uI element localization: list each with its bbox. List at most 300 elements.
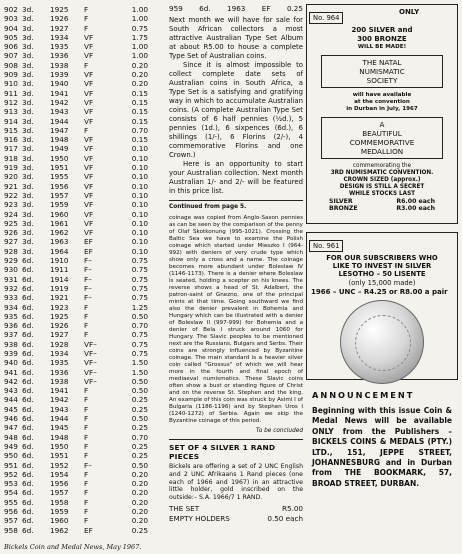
price-list-row: [4, 405, 164, 414]
grade: F: [84, 5, 89, 14]
set-price-line: THE SET R5.00: [169, 503, 303, 513]
price-list-row: [4, 470, 164, 479]
lot-number: 926: [4, 228, 18, 238]
price-list-row: [4, 200, 164, 209]
year: 1950: [50, 153, 69, 163]
price: 0.10: [131, 153, 148, 163]
price: 0.75: [131, 256, 148, 266]
lot-number: 958: [4, 525, 18, 535]
divider: [169, 439, 303, 440]
denomination: 3d.: [22, 218, 34, 228]
denomination: 3d.: [22, 135, 34, 145]
denomination: 6d.: [22, 414, 34, 424]
denomination: 6d.: [22, 432, 34, 442]
year: 1959: [50, 507, 69, 517]
lot-number: 924: [4, 209, 18, 219]
rand-set-title: SET OF 4 SILVER 1 RAND PIECES: [169, 443, 276, 461]
lot-number: 905: [4, 32, 18, 42]
year: 1954: [50, 469, 69, 479]
article-continued: [169, 204, 303, 435]
grade: EF: [84, 525, 93, 535]
denomination: 6d.: [22, 367, 34, 377]
price-list-row: [4, 126, 164, 135]
lot-number: 920: [4, 172, 18, 182]
lot-number: 903: [4, 14, 18, 24]
denomination: 3d.: [22, 190, 34, 200]
price-list-row: [4, 237, 164, 246]
grade: VF: [84, 135, 94, 145]
lot-number: 955: [4, 497, 18, 507]
lot-number: 921: [4, 181, 18, 191]
price-list-row: [4, 182, 164, 191]
price: 1.00: [131, 14, 148, 24]
denomination: 6d.: [22, 488, 34, 498]
year: 1911: [50, 265, 69, 275]
only-label: ONLY: [399, 8, 420, 16]
medallion-box: A BEAUTIFUL COMMEMORATIVE MEDALLION: [321, 117, 443, 159]
denomination: 6d.: [22, 302, 34, 312]
year: 1926: [50, 14, 69, 24]
price-list-row: [4, 377, 164, 386]
year: 1951: [50, 163, 69, 173]
price: 1.50: [131, 358, 148, 368]
price: 0.50: [131, 386, 148, 396]
denomination: 6d.: [22, 469, 34, 479]
price: 0.25: [131, 525, 148, 535]
grade: VF: [84, 153, 94, 163]
price-list-row: [4, 33, 164, 42]
price: 0.75: [131, 283, 148, 293]
lot-number: 956: [4, 507, 18, 517]
rand-set-text: Bickels are offering a set of 2 UNC English and 2 UNC Afrikaans 1 Rand pieces (one each of 1966 and 1967) in an attractive little holder, gold inscribed on the outside:– S.A. 1966/7 1 RAND.: [169, 463, 303, 502]
denomination: 6d.: [22, 283, 34, 293]
grade: VF: [84, 32, 94, 42]
price: 1.00: [131, 5, 148, 14]
denomination: 3d.: [22, 5, 34, 14]
grade: F–: [84, 265, 92, 275]
grade: VF: [84, 88, 94, 98]
grade: F: [84, 423, 89, 433]
denomination: 6d.: [22, 497, 34, 507]
price: 0.25: [131, 395, 148, 405]
article-text: coinage was copied from Anglo-Saxon pennies as can be seen by the comparison of the penny of Olaf Skotkonung (995-1021). Crossing the Baltic Sea we have to examine the Polish coinage which started under Mieszko I (964-992) with deniers of very crude type which show only a cross and a name. The coinage becomes more abundant under Boleslaw IV (1146-1173). There is a denier where Boleslaw is seated, holding a scepter on his knees. The reverse shows a head of St. Adalbert, the patron-saint of Gnezno, one of the principal mints at that time. Going southward we find also the denier prevalent in Bohemia and Hungary which can be illustrated with a denier of Boleslaw II (997-999) for Bohemia and a denier of Bela I struck around 1060 for Hungary. The Slavic peoples to be mentioned next are the Russians, Bulgars and Serbs. Their coins are strongly influenced by Byzantine coinage. The main standard is a heavier silver coin called "Grossus" of which we will hear more in the fourth and final epoch of mediaeval numismatics. These Slavic coins often show a bust or standing figure of Christ and on the reverse St. Stephen and the king. An example of this coin was struck by Asimi I of Bulgaria (1186-1196) and by Stephen Uros I (1240-1272) of Serbia. Again we skip the Byzantine coinage of this period.: [169, 215, 303, 424]
grade: F: [84, 488, 89, 498]
to-be-concluded-note: To be concluded: [255, 428, 303, 434]
price: 0.75: [131, 339, 148, 349]
denomination: 6d.: [22, 451, 34, 461]
grade: F: [84, 386, 89, 396]
year: 1943: [50, 107, 69, 117]
year: 1960: [50, 209, 69, 219]
grade: F: [84, 516, 89, 526]
year: 1955: [50, 172, 69, 182]
year: 1951: [50, 451, 69, 461]
price-list-row: [4, 265, 164, 274]
year: 1942: [50, 395, 69, 405]
year: 1941: [50, 386, 69, 396]
lesotho-coin-image: [340, 300, 424, 384]
price-list-row: [4, 51, 164, 60]
year: 1934: [50, 32, 69, 42]
price-list-row: [4, 275, 164, 284]
price: 0.75: [131, 348, 148, 358]
price-list-row: [4, 395, 164, 404]
price: 0.10: [131, 218, 148, 228]
price-list-row: [4, 14, 164, 23]
denomination: 3d.: [22, 116, 34, 126]
year: 1948: [50, 135, 69, 145]
price-list-row: [4, 423, 164, 432]
lot-number: 938: [4, 339, 18, 349]
grade: F: [84, 311, 89, 321]
grade: VF: [84, 163, 94, 173]
denomination: 3d.: [22, 51, 34, 61]
price: 0.25: [131, 441, 148, 451]
price: 0.20: [131, 497, 148, 507]
lot-number: 912: [4, 97, 18, 107]
grade: VF: [84, 200, 94, 210]
grade: VF: [84, 190, 94, 200]
lot-number: 907: [4, 51, 18, 61]
grade: F: [84, 404, 89, 414]
page-footer: Bickels Coin and Medal News, May 1967.: [4, 543, 142, 551]
denomination: 3d.: [22, 32, 34, 42]
denomination: 3d.: [22, 14, 34, 24]
denomination: 6d.: [22, 516, 34, 526]
year: 1944: [50, 116, 69, 126]
price: 0.50: [131, 376, 148, 386]
year: 1949: [50, 144, 69, 154]
price-list-row: [4, 303, 164, 312]
year: 1926: [50, 321, 69, 331]
lesotho-advert: No. 961 FOR OUR SUBSCRIBERS WHO LIKE TO INVEST IN SILVER LESOTHO – 50 LISENTE (only 15,000 made) 1966 – UNC – R4.25 or R8.00 a pair: [306, 232, 458, 380]
lot-number: 942: [4, 376, 18, 386]
price-list-row: [4, 89, 164, 98]
denomination: 6d.: [22, 507, 34, 517]
price: 1.00: [131, 42, 148, 52]
price: 0.75: [131, 265, 148, 275]
price-list-row: [4, 5, 164, 14]
year: 1960: [50, 516, 69, 526]
grade: F: [84, 451, 89, 461]
price: 1.25: [131, 302, 148, 312]
price: 0.20: [131, 70, 148, 80]
price: 0.10: [131, 181, 148, 191]
denomination: 6d.: [22, 348, 34, 358]
grade: F: [84, 330, 89, 340]
lot-number: 954: [4, 488, 18, 498]
grade: VF: [84, 209, 94, 219]
price: 0.75: [131, 330, 148, 340]
year: 1936: [50, 51, 69, 61]
denomination: 3d.: [22, 79, 34, 89]
price-list-row: [4, 284, 164, 293]
australian-type-set-para-1: Next month we will have for sale for South African collectors a most attractive Australian Type Set Album at about R5.00 to house a complete Type Set of Australian coins.: [169, 16, 303, 60]
price-list-row: [4, 256, 164, 265]
middle-column: [169, 4, 303, 523]
lot-number: 929: [4, 256, 18, 266]
price: 0.10: [131, 200, 148, 210]
price: 0.75: [131, 293, 148, 303]
lot-number: 930: [4, 265, 18, 275]
denomination: 6d.: [22, 386, 34, 396]
price-list-row: [4, 349, 164, 358]
price-list-row: [4, 414, 164, 423]
grade: F: [84, 469, 89, 479]
denomination: 6d.: [22, 293, 34, 303]
divider: [169, 200, 303, 201]
year: 1936: [50, 367, 69, 377]
price: 0.10: [131, 172, 148, 182]
year: 1935: [50, 42, 69, 52]
price: 0.25: [131, 423, 148, 433]
price-list-row: [4, 461, 164, 470]
grade: VF–: [84, 348, 97, 358]
grade: VF: [84, 79, 94, 89]
price-list-row: [4, 61, 164, 70]
right-column: [306, 4, 458, 489]
price-list-row: [4, 451, 164, 460]
denomination: 3d.: [22, 246, 34, 256]
year: 1943: [50, 404, 69, 414]
lot-number-961: No. 961: [309, 240, 343, 252]
price-list-row: [4, 154, 164, 163]
denomination: 6d.: [22, 460, 34, 470]
lot-number: 909: [4, 70, 18, 80]
price-list-row: [4, 358, 164, 367]
australian-type-set-para-3: Here is an opportunity to start your Australian collection. Next month Australian 1/- and 2/- will be featured in this price list.: [169, 160, 303, 195]
price: 0.50: [131, 460, 148, 470]
price: 0.75: [131, 23, 148, 33]
year: 1950: [50, 441, 69, 451]
grade: VF: [84, 144, 94, 154]
grade: F–: [84, 293, 92, 303]
lot-number: 932: [4, 283, 18, 293]
lot-number: 917: [4, 144, 18, 154]
price: 0.70: [131, 321, 148, 331]
denomination: 3d.: [22, 153, 34, 163]
grade: VF: [84, 97, 94, 107]
grade: VF: [84, 218, 94, 228]
lot-number: 946: [4, 414, 18, 424]
lot-number: 906: [4, 42, 18, 52]
price: 0.20: [131, 469, 148, 479]
year: 1939: [50, 70, 69, 80]
year: 1956: [50, 181, 69, 191]
lot-number: 940: [4, 358, 18, 368]
year: 1957: [50, 190, 69, 200]
grade: F: [84, 479, 89, 489]
silver-price: SILVER R6.00 each: [329, 198, 435, 205]
price-list-row: [4, 507, 164, 516]
price: 0.10: [131, 237, 148, 247]
price: 0.10: [131, 163, 148, 173]
denomination: 6d.: [22, 395, 34, 405]
year: 1959: [50, 200, 69, 210]
lot-number: 914: [4, 116, 18, 126]
grade: VF: [84, 51, 94, 61]
lot-number: 928: [4, 246, 18, 256]
grade: F: [84, 23, 89, 33]
price-list-row: [4, 330, 164, 339]
year: 1957: [50, 488, 69, 498]
announcement-text: Beginning with this issue Coin & Medal News will be available ONLY from the Publishers – BICKELS COINS & MEDALS (PTY.) LTD., 151, JEPPE STREET, JOHANNESBURG and in Durban from THE BOOKMARK, 57, BROAD STREET, DURBAN.: [312, 406, 452, 488]
grade: VF: [84, 172, 94, 182]
price-list-row: [4, 293, 164, 302]
grade: VF–: [84, 358, 97, 368]
holders-price-line: EMPTY HOLDERS 0.50 each: [169, 513, 303, 523]
price: 0.15: [131, 135, 148, 145]
price: 0.25: [131, 451, 148, 461]
lot-number: 957: [4, 516, 18, 526]
lot-number: 902: [4, 5, 18, 14]
lot-number: 945: [4, 404, 18, 414]
grade: VF: [84, 181, 94, 191]
lot-number: 944: [4, 395, 18, 405]
price-list-row: [4, 107, 164, 116]
price: 1.50: [131, 367, 148, 377]
price: 0.50: [131, 311, 148, 321]
year: 1914: [50, 274, 69, 284]
price: 0.20: [131, 60, 148, 70]
price: 0.20: [131, 479, 148, 489]
price: 0.20: [131, 79, 148, 89]
year: 1925: [50, 5, 69, 14]
year: 1940: [50, 79, 69, 89]
year: 1945: [50, 423, 69, 433]
grade: VF: [84, 42, 94, 52]
denomination: 6d.: [22, 376, 34, 386]
announcement: [306, 390, 458, 489]
price: 0.25: [131, 404, 148, 414]
lot-number: 948: [4, 432, 18, 442]
year: 1963: [50, 237, 69, 247]
lot-number: 950: [4, 451, 18, 461]
price-list-row: [4, 172, 164, 181]
grade: VF–: [84, 339, 97, 349]
grade: EF: [84, 246, 93, 256]
medallion-advert: No. 964 ONLY 200 SILVER and 300 BRONZE WILL BE MADE! THE NATAL NUMISMATIC SOCIETY will have available at the convention in Durban in July, 1967 A BEAUTIFUL COMMEMORATIVE MEDALLION commemorating the 3RD NUMISMATIC CONVENTION. CROWN SIZED (approx.) DESIGN IS STILL A SECRET WHILE STOCKS LAST SILVER R6.00 each BRONZE R3.00 each: [306, 4, 458, 224]
denomination: 6d.: [22, 441, 34, 451]
year: 1934: [50, 348, 69, 358]
year: 1941: [50, 88, 69, 98]
price: 0.15: [131, 88, 148, 98]
denomination: 3d.: [22, 23, 34, 33]
denomination: 3d.: [22, 144, 34, 154]
grade: F: [84, 507, 89, 517]
lot-number: 953: [4, 479, 18, 489]
price: 0.10: [131, 228, 148, 238]
year: 1935: [50, 358, 69, 368]
grade: F: [84, 321, 89, 331]
bronze-price: BRONZE R3.00 each: [329, 205, 435, 212]
price: 0.20: [131, 488, 148, 498]
year: 1919: [50, 283, 69, 293]
lot-number: 911: [4, 88, 18, 98]
price-list-row: [4, 219, 164, 228]
price: 1.75: [131, 32, 148, 42]
grade: VF–: [84, 376, 97, 386]
denomination: 3d.: [22, 163, 34, 173]
price: 1.00: [131, 51, 148, 61]
grade: F: [84, 414, 89, 424]
lot-number: 913: [4, 107, 18, 117]
lot-number-964: No. 964: [309, 12, 343, 24]
lot-number: 947: [4, 423, 18, 433]
price-list-row: [4, 526, 164, 535]
year: 1956: [50, 479, 69, 489]
price: 0.20: [131, 507, 148, 517]
lot-number: 936: [4, 321, 18, 331]
price-list-row: [4, 442, 164, 451]
price: 0.15: [131, 97, 148, 107]
grade: F: [84, 395, 89, 405]
price-list-row: [4, 498, 164, 507]
lot-number: 931: [4, 274, 18, 284]
year: 1923: [50, 302, 69, 312]
year: 1962: [50, 525, 69, 535]
lot-number: 915: [4, 125, 18, 135]
grade: VF: [84, 228, 94, 238]
denomination: 3d.: [22, 70, 34, 80]
denomination: 3d.: [22, 172, 34, 182]
price: 0.10: [131, 190, 148, 200]
lot-number: 922: [4, 190, 18, 200]
lot-number: 923: [4, 200, 18, 210]
denomination: 6d.: [22, 321, 34, 331]
denomination: 3d.: [22, 107, 34, 117]
denomination: 6d.: [22, 339, 34, 349]
denomination: 6d.: [22, 274, 34, 284]
australian-type-set-para-2: Since it is almost impossible to collect complete date sets of Australian coins in South Africa, a Type Set is a satisfying and gratifying way in which to accumulate Australian coins. (A complete Australian Type Set consists of 6 half pennies (½d.), 5 pennies (1d.), 6 sixpences (6d.), 6 shillings (1/-), 6 Florins (2/-), 4 commemorative Florins and one Crown.): [169, 61, 303, 159]
year: 1921: [50, 293, 69, 303]
society-box: THE NATAL NUMISMATIC SOCIETY: [321, 55, 443, 88]
lot-number: 918: [4, 153, 18, 163]
year: 1938: [50, 60, 69, 70]
grade: F–: [84, 256, 92, 266]
year: 1938: [50, 376, 69, 386]
price: 0.10: [131, 144, 148, 154]
price: 0.10: [131, 246, 148, 256]
lot-number: 908: [4, 60, 18, 70]
year: 1910: [50, 256, 69, 266]
coin-portrait-image: [355, 315, 411, 371]
price-list-row: [4, 228, 164, 237]
price: 0.75: [131, 274, 148, 284]
lot-number: 925: [4, 218, 18, 228]
lot-number: 927: [4, 237, 18, 247]
denomination: 6d.: [22, 358, 34, 368]
denomination: 3d.: [22, 228, 34, 238]
continued-from-note: Continued from page 5.: [169, 204, 247, 210]
year: 1948: [50, 432, 69, 442]
lot-number: 916: [4, 135, 18, 145]
lot-number: 904: [4, 23, 18, 33]
price-list-row: [4, 163, 164, 172]
price-list-row: [4, 368, 164, 377]
year: 1927: [50, 330, 69, 340]
year: 1925: [50, 311, 69, 321]
price-list-row: [4, 70, 164, 79]
grade: VF–: [84, 367, 97, 377]
year: 1952: [50, 460, 69, 470]
denomination: 6d.: [22, 404, 34, 414]
denomination: 3d.: [22, 181, 34, 191]
price-list-row: [4, 79, 164, 88]
grade: F–: [84, 274, 92, 284]
price: 0.70: [131, 125, 148, 135]
grade: F: [84, 60, 89, 70]
